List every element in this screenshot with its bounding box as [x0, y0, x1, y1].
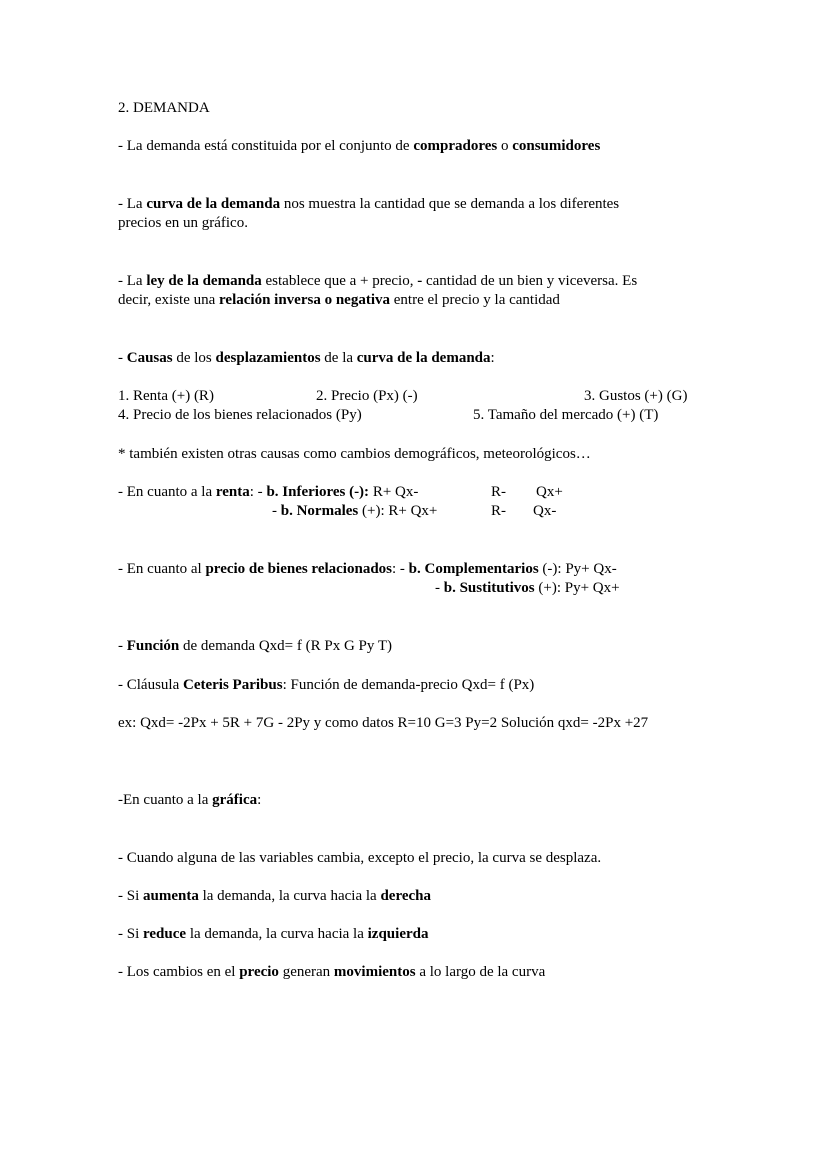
cause-tamano-mercado: 5. Tamaño del mercado (+) (T)	[473, 407, 659, 423]
paragraph-other-causes: * también existen otras causas como cambios demográficos, meteorológicos…	[118, 446, 591, 462]
paragraph-example: ex: Qxd= -2Px + 5R + 7G - 2Py y como datos R=10 G=3 Py=2 Solución qxd= -2Px +27	[118, 715, 649, 731]
cause-precio: 2. Precio (Px) (-)	[316, 388, 418, 404]
paragraph-curve-line2: precios en un gráfico.	[118, 215, 248, 231]
renta-inferiores-line: - En cuanto a la renta: - b. Inferiores (-): R+ Qx-	[118, 484, 419, 500]
renta-normales-r: R-	[491, 503, 506, 519]
cause-renta: 1. Renta (+) (R)	[118, 388, 214, 404]
cause-gustos: 3. Gustos (+) (G)	[584, 388, 688, 404]
paragraph-grafica-title: -En cuanto a la gráfica:	[118, 792, 262, 808]
paragraph-causes-title: - Causas de los desplazamientos de la curva de la demanda:	[118, 350, 495, 366]
renta-inferiores-q: Qx+	[536, 484, 563, 500]
paragraph-funcion: - Función de demanda Qxd= f (R Px G Py T)	[118, 638, 393, 654]
related-sustitutivos-line: - b. Sustitutivos (+): Py+ Qx+	[435, 580, 620, 596]
renta-normales-q: Qx-	[533, 503, 557, 519]
section-heading: 2. DEMANDA	[118, 100, 210, 116]
paragraph-grafica-2: - Si aumenta la demanda, la curva hacia la derecha	[118, 888, 431, 904]
renta-inferiores-r: R-	[491, 484, 506, 500]
paragraph-curve: - La curva de la demanda nos muestra la cantidad que se demanda a los diferentes	[118, 196, 620, 212]
paragraph-grafica-1: - Cuando alguna de las variables cambia, excepto el precio, la curva se desplaza.	[118, 850, 602, 866]
paragraph-law: - La ley de la demanda establece que a + precio, - cantidad de un bien y viceversa. Es	[118, 273, 638, 289]
paragraph-grafica-3: - Si reduce la demanda, la curva hacia la izquierda	[118, 926, 429, 942]
paragraph-law-line2: decir, existe una relación inversa o negativa entre el precio y la cantidad	[118, 292, 560, 308]
related-complementarios-line: - En cuanto al precio de bienes relacionados: - b. Complementarios (-): Py+ Qx-	[118, 561, 617, 577]
paragraph-clausula: - Cláusula Ceteris Paribus: Función de demanda-precio Qxd= f (Px)	[118, 677, 535, 693]
paragraph-definition: - La demanda está constituida por el conjunto de compradores o consumidores	[118, 138, 601, 154]
renta-normales-line: - b. Normales (+): R+ Qx+	[272, 503, 438, 519]
cause-precio-relacionados: 4. Precio de los bienes relacionados (Py)	[118, 407, 362, 423]
paragraph-grafica-4: - Los cambios en el precio generan movimientos a lo largo de la curva	[118, 964, 546, 980]
